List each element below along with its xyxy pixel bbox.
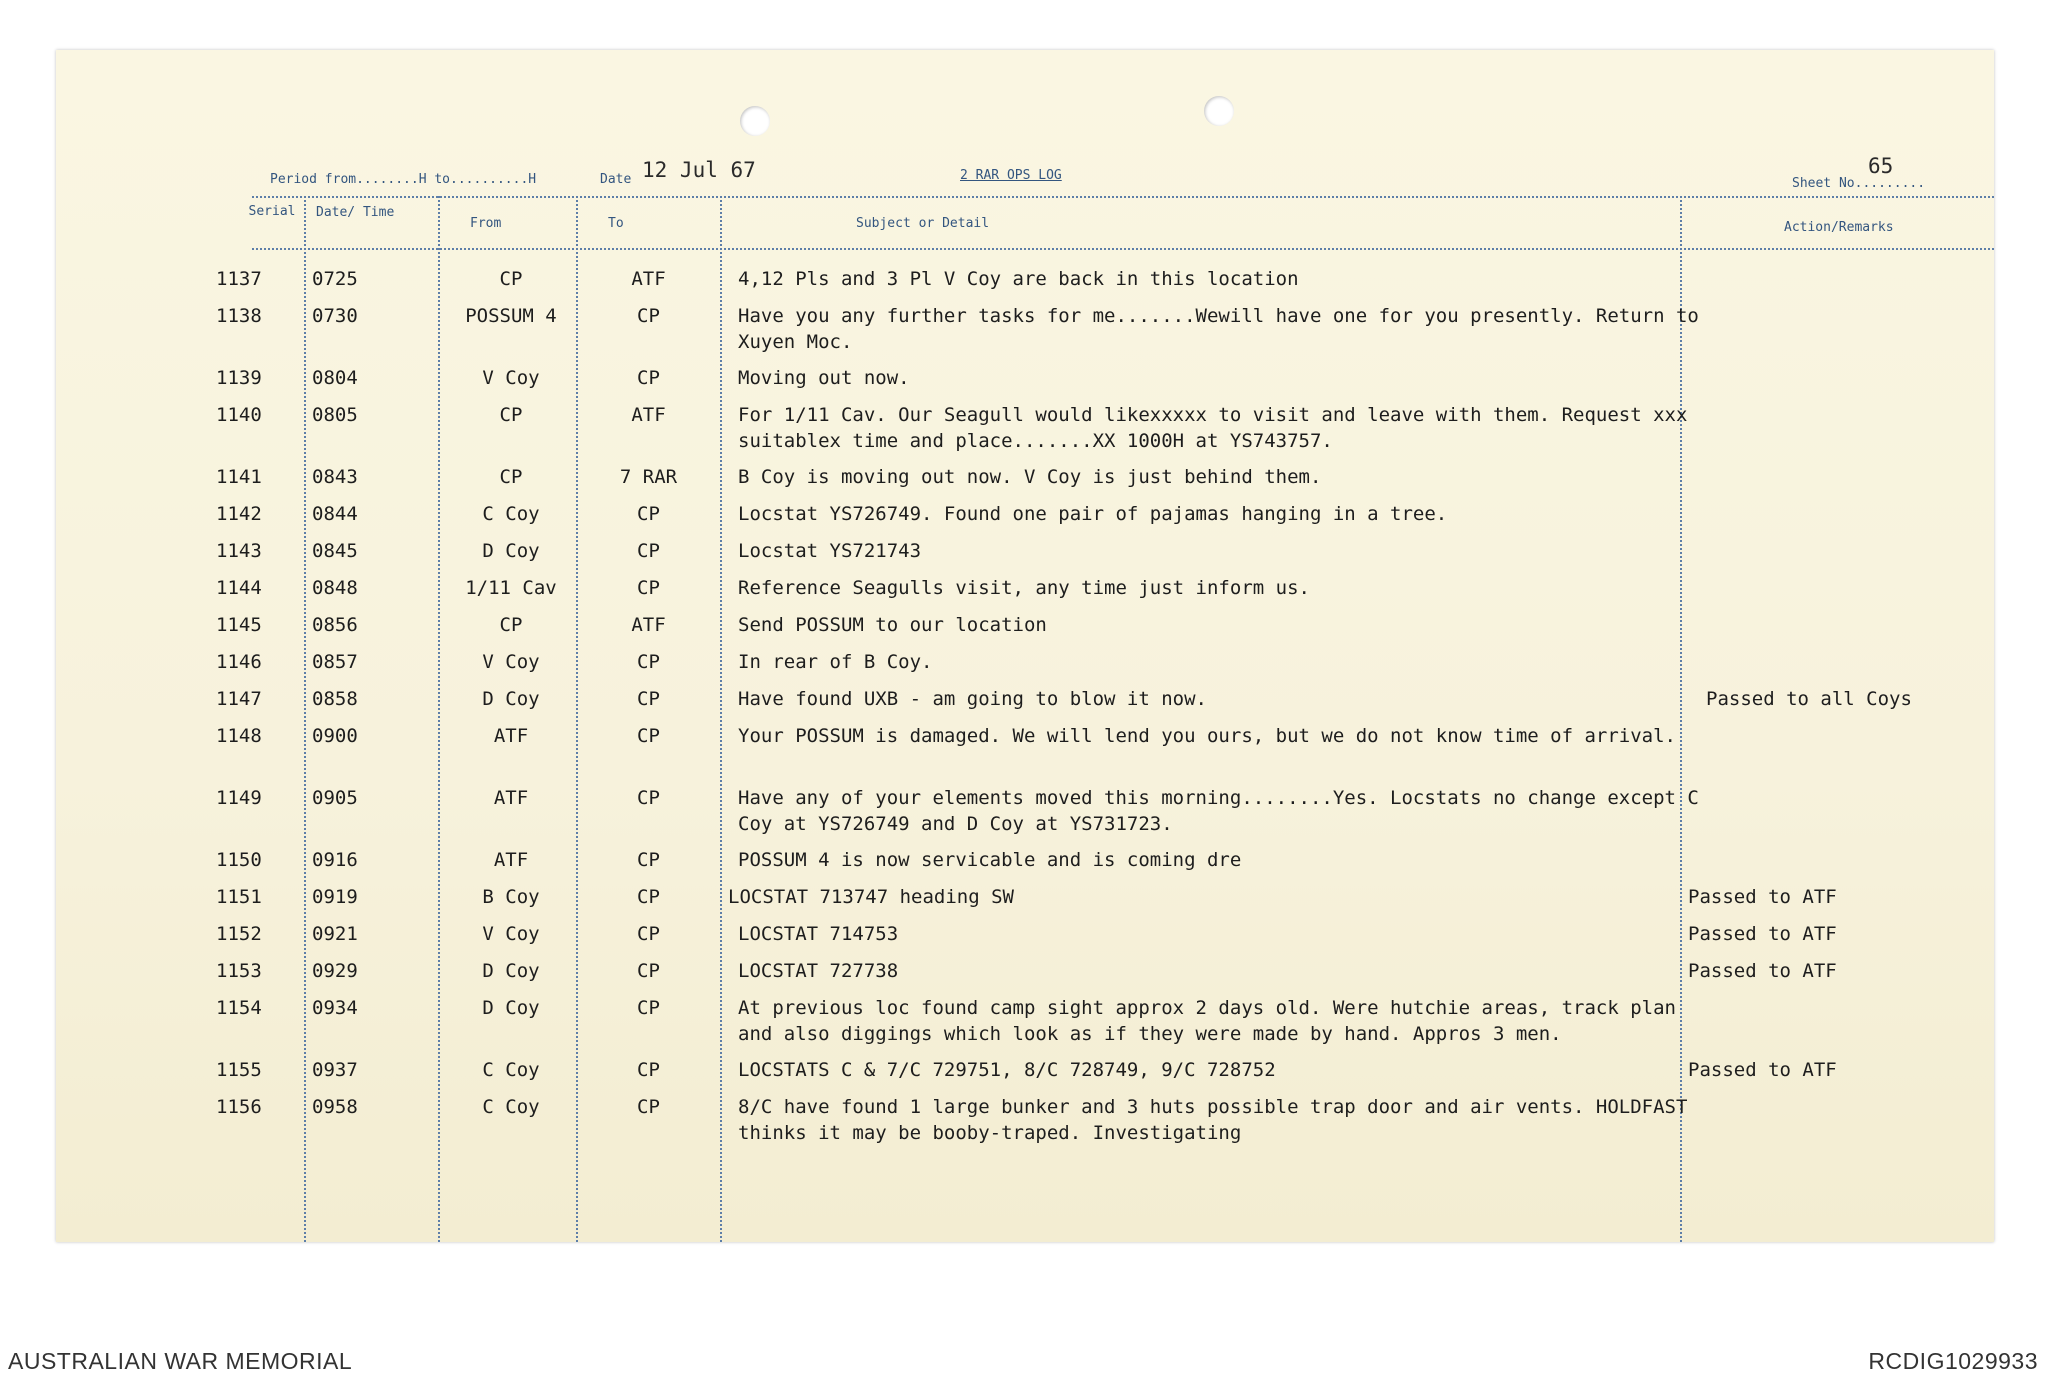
period-field: Period from........H to..........H [270,172,537,187]
col-action-heading: Action/Remarks [1784,220,1894,235]
row-time: 0905 [312,787,358,809]
col-serial-heading: Serial [248,204,296,219]
punch-hole-left [740,106,770,136]
row-serial: 1139 [216,367,262,389]
row-serial: 1143 [216,540,262,562]
row-subject: POSSUM 4 is now servicable and is coming dre [738,849,1242,871]
date-label: Date [600,172,632,187]
row-time: 0730 [312,305,358,327]
row-to: CP [637,577,660,599]
row-from: C Coy [482,1059,540,1081]
row-time: 0805 [312,404,358,426]
row-from: POSSUM 4 [465,305,557,327]
row-to: CP [637,1096,660,1118]
row-to: CP [637,787,660,809]
row-to: 7 RAR [619,466,678,488]
col-from-heading: From [470,216,502,231]
column-divider-from [576,196,578,1242]
row-serial: 1144 [216,577,262,599]
row-from: B Coy [482,886,540,908]
row-from: D Coy [482,540,540,562]
row-subject: LOCSTAT 714753 [738,923,899,945]
row-subject: Have any of your elements moved this morning........Yes. Locstats no change except C Coy at YS726749 and D Coy at YS731723. [738,787,1699,835]
row-time: 0844 [312,503,358,525]
table-top-rule [252,196,1994,198]
column-divider-to [720,196,722,1242]
row-subject: Send POSSUM to our location [738,614,1047,636]
row-serial: 1146 [216,651,262,673]
log-title: 2 RAR OPS LOG [960,168,1062,183]
row-time: 0921 [312,923,358,945]
log-sheet [56,50,1994,1242]
row-serial: 1147 [216,688,262,710]
row-subject: Locstat YS721743 [738,540,922,562]
row-time: 0848 [312,577,358,599]
row-from: ATF [493,787,529,809]
row-serial: 1155 [216,1059,262,1081]
row-from: ATF [493,849,529,871]
row-to: CP [637,960,660,982]
row-to: ATF [631,404,666,426]
row-subject: 8/C have found 1 large bunker and 3 huts possible trap door and air vents. HOLDFAST thinks it may be booby-traped. Investigating [738,1096,1688,1144]
row-to: CP [637,651,660,673]
row-action: Passed to all Coys [1706,688,1912,710]
punch-hole-right [1204,96,1234,126]
row-time: 0919 [312,886,358,908]
row-serial: 1153 [216,960,262,982]
row-time: 0725 [312,268,358,290]
row-subject: Have you any further tasks for me.......Wewill have one for you presently. Return to Xuyen Moc. [738,305,1699,353]
row-subject: At previous loc found camp sight approx 2 days old. Were hutchie areas, track plan and also diggings which look as if they were made by hand. Appros 3 men. [738,997,1676,1045]
row-to: CP [637,503,660,525]
col-subject-heading: Subject or Detail [856,216,990,231]
row-to: CP [637,886,660,908]
row-to: ATF [631,268,666,290]
row-time: 0857 [312,651,358,673]
row-subject: Reference Seagulls visit, any time just inform us. [738,577,1310,599]
row-serial: 1142 [216,503,262,525]
row-to: CP [637,688,660,710]
row-subject: LOCSTAT 727738 [738,960,899,982]
archive-credit: AUSTRALIAN WAR MEMORIAL [8,1348,353,1374]
row-to: CP [637,725,660,747]
row-action: Passed to ATF [1688,1059,1837,1081]
row-serial: 1150 [216,849,262,871]
row-time: 0958 [312,1096,358,1118]
row-serial: 1149 [216,787,262,809]
row-from: C Coy [482,503,540,525]
row-time: 0856 [312,614,358,636]
sheet-number-value: 65 [1868,154,1894,178]
row-to: CP [637,849,660,871]
archive-id: RCDIG1029933 [1868,1348,2038,1374]
row-to: ATF [631,614,666,636]
row-serial: 1151 [216,886,262,908]
row-subject: B Coy is moving out now. V Coy is just behind them. [738,466,1322,488]
row-serial: 1137 [216,268,262,290]
row-from: C Coy [482,1096,540,1118]
row-serial: 1154 [216,997,262,1019]
row-to: CP [637,367,660,389]
row-to: CP [637,1059,660,1081]
row-serial: 1156 [216,1096,262,1118]
column-divider-time [438,196,440,1242]
column-divider-serial [304,196,306,1242]
row-time: 0843 [312,466,358,488]
row-to: CP [637,997,660,1019]
date-value: 12 Jul 67 [642,158,756,182]
row-subject: Your POSSUM is damaged. We will lend you ours, but we do not know time of arrival. [738,725,1676,747]
row-subject: In rear of B Coy. [738,651,933,673]
row-subject: LOCSTATS C & 7/C 729751, 8/C 728749, 9/C 728752 [738,1059,1276,1081]
row-subject: For 1/11 Cav. Our Seagull would likexxxxx to visit and leave with them. Request xxx suitablex time and place.......XX 1000H at YS743757. [738,404,1688,452]
row-time: 0916 [312,849,358,871]
row-subject: 4,12 Pls and 3 Pl V Coy are back in this location [738,268,1299,290]
row-from: ATF [493,725,529,747]
row-from: 1/11 Cav [465,577,557,599]
row-serial: 1145 [216,614,262,636]
row-to: CP [637,923,660,945]
row-from: D Coy [482,960,540,982]
row-action: Passed to ATF [1688,923,1837,945]
row-subject: Locstat YS726749. Found one pair of pajamas hanging in a tree. [738,503,1448,525]
row-from: D Coy [482,688,540,710]
row-subject: Moving out now. [738,367,910,389]
col-to-heading: To [608,216,624,231]
row-time: 0934 [312,997,358,1019]
col-datetime-heading: Date/ Time [316,205,395,220]
row-time: 0845 [312,540,358,562]
row-from: V Coy [482,923,540,945]
row-serial: 1141 [216,466,262,488]
row-to: CP [637,540,660,562]
row-action: Passed to ATF [1688,960,1837,982]
row-from: D Coy [482,997,540,1019]
row-from: CP [499,614,523,636]
row-time: 0804 [312,367,358,389]
row-from: CP [499,466,523,488]
row-serial: 1148 [216,725,262,747]
row-time: 0929 [312,960,358,982]
row-serial: 1140 [216,404,262,426]
row-serial: 1152 [216,923,262,945]
row-from: CP [499,268,523,290]
row-from: CP [499,404,523,426]
row-subject: Have found UXB - am going to blow it now. [738,688,1207,710]
row-subject: LOCSTAT 713747 heading SW [728,886,1014,908]
row-action: Passed to ATF [1688,886,1837,908]
row-time: 0900 [312,725,358,747]
row-serial: 1138 [216,305,262,327]
row-time: 0858 [312,688,358,710]
row-to: CP [637,305,660,327]
column-header-rule [252,248,1994,250]
row-from: V Coy [482,367,540,389]
row-time: 0937 [312,1059,358,1081]
row-from: V Coy [482,651,540,673]
sheet-number-label: Sheet No......... [1792,176,1926,191]
